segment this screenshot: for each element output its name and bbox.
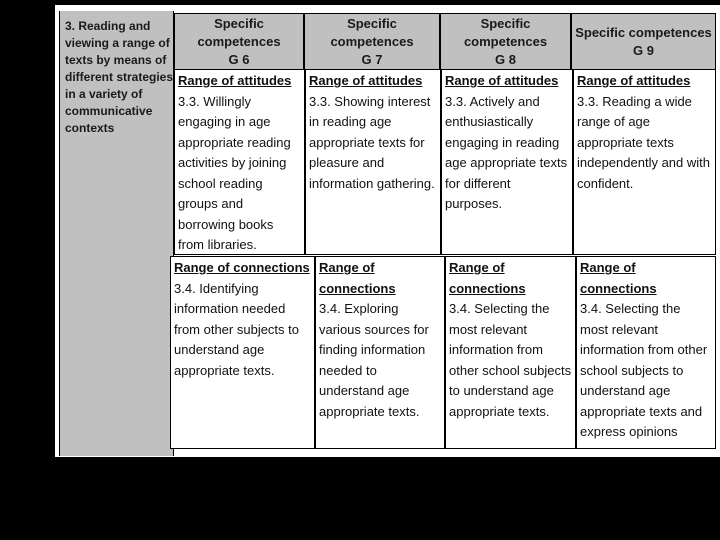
- attitudes-g7-heading: Range of attitudes: [309, 73, 423, 88]
- attitudes-g9-heading: Range of attitudes: [577, 73, 691, 88]
- header-g9-line1: Specific competences: [575, 24, 712, 40]
- strand-title: 3. Reading and viewing a range of texts by means of different strategies in a variety of communicative contexts: [65, 19, 174, 135]
- connections-g7: [315, 256, 445, 449]
- header-g8: [440, 13, 571, 70]
- header-g6-line3: G 6: [228, 51, 250, 67]
- attitudes-g7-body: 3.3. Showing interest in reading age appropriate texts for pleasure and information gathering.: [309, 93, 435, 191]
- connections-g6-heading: Range of connections: [174, 260, 310, 275]
- attitudes-g8-body: 3.3. Actively and enthusiastically engaging in reading age appropriate texts for different purposes.: [445, 93, 568, 211]
- connections-g7-body: 3.4. Exploring various sources for finding information needed to understand age appropriate texts.: [319, 301, 429, 419]
- attitudes-g9: [573, 69, 716, 255]
- connections-g8-body: 3.4. Selecting the most relevant information from other school subjects to understand age appropriate texts.: [449, 301, 572, 419]
- attitudes-g9-body: 3.3. Reading a wide range of age appropriate texts independently and with confident.: [577, 93, 710, 191]
- header-g7: [304, 13, 440, 70]
- header-g7-line2: G 7: [361, 51, 383, 67]
- header-g6: [174, 13, 304, 70]
- attitudes-g6: [174, 69, 305, 255]
- header-g8-line3: G 8: [495, 51, 516, 67]
- attitudes-g6-body: 3.3. Willingly engaging in age appropriate reading activities by joining school reading groups and borrowing books from libraries.: [178, 93, 291, 252]
- connections-g8-heading: Range of connections: [449, 260, 526, 296]
- header-g9: [571, 13, 716, 70]
- header-g6-line1: Specific: [214, 15, 264, 31]
- connections-g7-heading: Range of connections: [319, 260, 396, 296]
- header-g6-line2: competences: [197, 33, 281, 49]
- attitudes-g8-heading: Range of attitudes: [445, 73, 559, 88]
- connections-g9-body: 3.4. Selecting the most relevant information from other school subjects to understand age appropriate texts and express opinions: [580, 301, 708, 439]
- connections-g8: [445, 256, 576, 449]
- header-g8-line2: competences: [463, 33, 548, 49]
- connections-g6: [170, 256, 315, 449]
- strand-column: [59, 11, 174, 456]
- connections-g9-heading: Range of connections: [580, 260, 657, 296]
- header-g9-line2: G 9: [633, 42, 654, 58]
- header-g8-line1: Specific: [480, 15, 531, 31]
- header-g7-line1: Specific competences: [330, 15, 414, 49]
- connections-g9: [576, 256, 716, 449]
- connections-g6-body: 3.4. Identifying information needed from other subjects to understand age appropriate texts.: [174, 280, 299, 378]
- attitudes-g7: [305, 69, 441, 255]
- attitudes-g8: [441, 69, 573, 255]
- attitudes-g6-heading: Range of attitudes: [178, 73, 292, 88]
